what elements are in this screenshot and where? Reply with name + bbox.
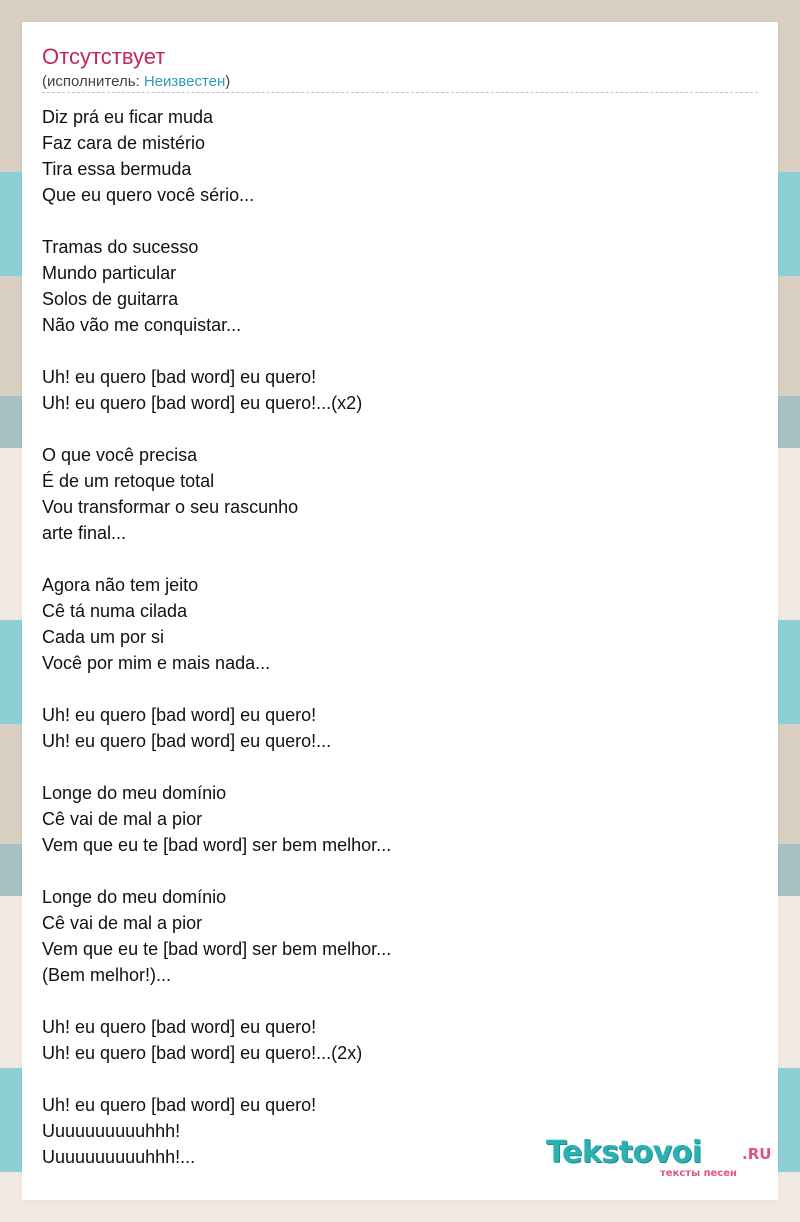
lyric-line: Uh! eu quero [bad word] eu quero!...(2x) [42, 1043, 363, 1063]
lyric-line: Uh! eu quero [bad word] eu quero! [42, 1095, 317, 1115]
lyric-line: Vem que eu te [bad word] ser bem melhor... [42, 835, 392, 855]
lyric-line: Você por mim e mais nada... [42, 653, 271, 673]
lyrics-stanza [42, 572, 742, 676]
lyric-line: Longe do meu domínio [42, 783, 227, 803]
lyrics-text [42, 104, 742, 1196]
lyric-line: Uh! eu quero [bad word] eu quero! [42, 367, 317, 387]
lyric-line: Cê tá numa cilada [42, 601, 188, 621]
logo-tld: .RU [742, 1145, 772, 1163]
lyric-line: Uuuuuuuuuuhhh!... [42, 1147, 196, 1167]
lyric-line: Uh! eu quero [bad word] eu quero! [42, 705, 317, 725]
lyrics-stanza [42, 702, 742, 754]
lyrics-stanza [42, 234, 742, 338]
lyric-line: Uh! eu quero [bad word] eu quero!...(x2) [42, 393, 363, 413]
lyric-line: Vou transformar o seu rascunho [42, 497, 299, 517]
lyric-line: Mundo particular [42, 263, 177, 283]
lyrics-stanza [42, 442, 742, 546]
lyric-line: Não vão me conquistar... [42, 315, 242, 335]
artist-prefix: (исполнитель: [42, 73, 144, 90]
artist-link[interactable]: Неизвестен [143, 73, 226, 90]
logo-name: Tekstovoi [546, 1135, 702, 1170]
lyrics-stanza [42, 364, 742, 416]
title-divider [42, 92, 758, 93]
lyric-line: Faz cara de mistério [42, 133, 206, 153]
site-logo[interactable] [546, 1136, 776, 1184]
lyric-line: Tira essa bermuda [42, 159, 192, 179]
lyric-line: Uh! eu quero [bad word] eu quero!... [42, 731, 332, 751]
lyric-line: Cê vai de mal a pior [42, 913, 203, 933]
lyric-line: É de um retoque total [42, 471, 215, 491]
lyric-line: O que você precisa [42, 445, 198, 465]
song-title: Отсутствует [42, 44, 166, 69]
lyric-line: Longe do meu domínio [42, 887, 227, 907]
lyric-line: Cada um por si [42, 627, 165, 647]
lyric-line: arte final... [42, 523, 127, 543]
lyrics-card [22, 22, 778, 1200]
lyric-line: Vem que eu te [bad word] ser bem melhor... [42, 939, 392, 959]
lyrics-stanza [42, 884, 742, 988]
lyrics-stanza [42, 104, 742, 208]
lyrics-stanza [42, 780, 742, 858]
lyrics-stanza [42, 1014, 742, 1066]
lyric-line: Uh! eu quero [bad word] eu quero! [42, 1017, 317, 1037]
artist-line [42, 73, 230, 91]
lyric-line: Que eu quero você sério... [42, 185, 255, 205]
lyric-line: Solos de guitarra [42, 289, 179, 309]
artist-suffix: ) [225, 73, 231, 90]
lyric-line: Diz prá eu ficar muda [42, 107, 214, 127]
lyric-line: Tramas do sucesso [42, 237, 199, 257]
lyric-line: (Bem melhor!)... [42, 965, 172, 985]
lyric-line: Agora não tem jeito [42, 575, 199, 595]
lyric-line: Cê vai de mal a pior [42, 809, 203, 829]
logo-tagline: тексты песен [660, 1168, 737, 1179]
lyric-line: Uuuuuuuuuuhhh! [42, 1121, 181, 1141]
